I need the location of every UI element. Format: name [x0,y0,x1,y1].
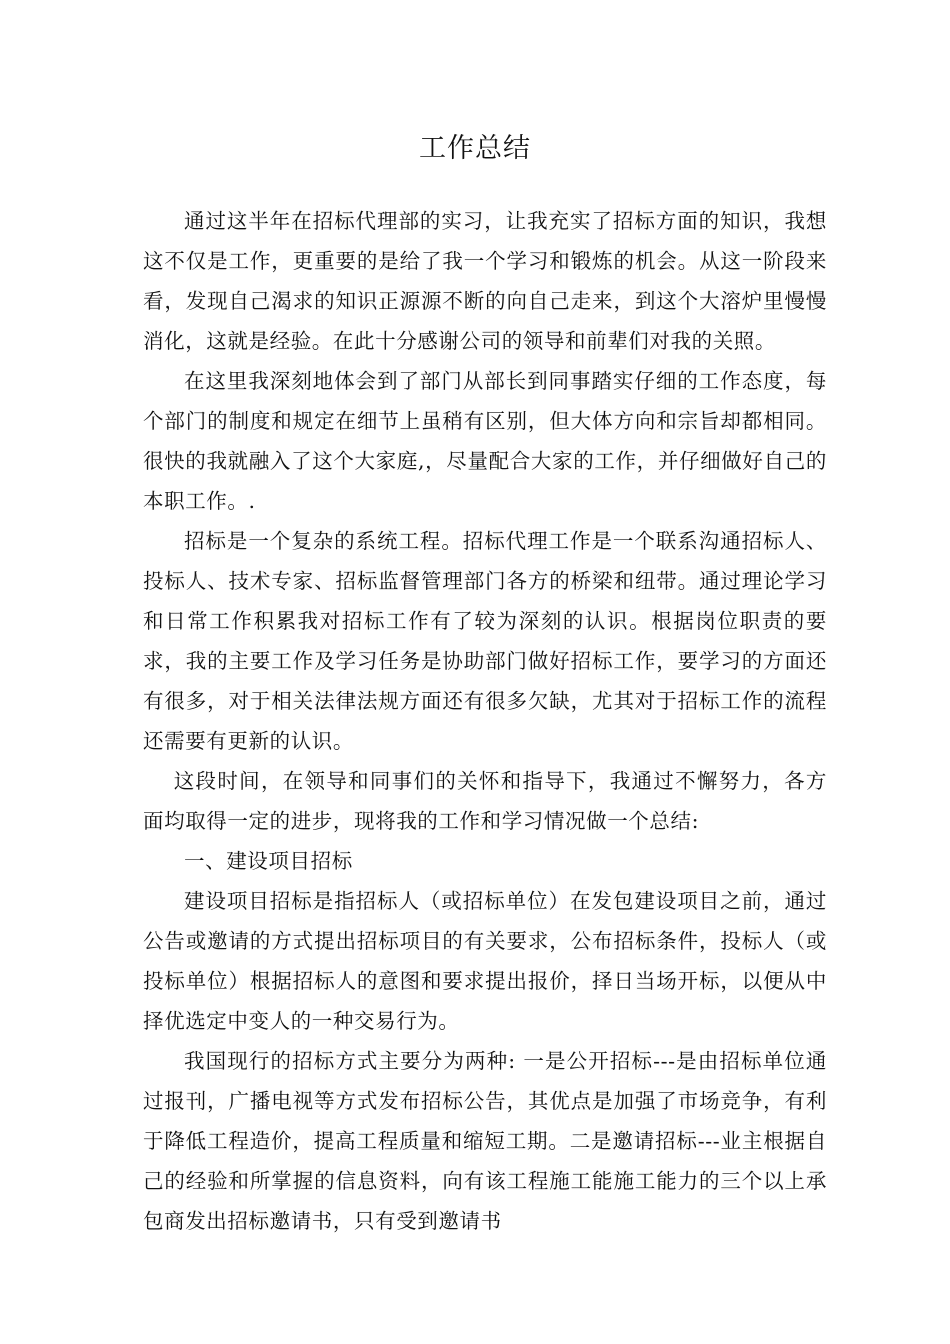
paragraph-bidding-system: 招标是一个复杂的系统工程。招标代理工作是一个联系沟通招标人、投标人、技术专家、招标监督管理部门各方的桥梁和纽带。通过理论学习和日常工作积累我对招标工作有了较为深刻的认识。根据岗位职责的要求，我的主要工作及学习任务是协助部门做好招标工作，要学习的方面还有很多，对于相关法律法规方面还有很多欠缺，尤其对于招标工作的流程还需要有更新的认识。 [143,529,827,753]
paragraph-bidding-definition: 建设项目招标是指招标人（或招标单位）在发包建设项目之前，通过公告或邀请的方式提出招标项目的有关要求，公布招标条件，投标人（或投标单位）根据招标人的意图和要求提出报价，择日当场开标，以便从中择优选定中变人的一种交易行为。 [143,889,827,1033]
section-heading-project-bidding: 一、建设项目招标 [184,849,353,873]
paragraph-summary-intro: 这段时间，在领导和同事们的关怀和指导下，我通过不懈努力，各方面均取得一定的进步，现将我的工作和学习情况做一个总结: [143,769,827,833]
paragraph-bidding-methods: 我国现行的招标方式主要分为两种: 一是公开招标---是由招标单位通过报刊，广播电视等方式发布招标公告，其优点是加强了市场竞争，有利于降低工程造价，提高工程质量和缩短工期。二是邀请招标---业主根据自己的经验和所掌握的信息资料，向有该工程施工能施工能力的三个以上承包商发出招标邀请书，只有受到邀请书 [143,1049,827,1233]
document-title: 工作总结 [419,133,531,164]
document-body [143,201,827,1241]
paragraph-department-attitude: 在这里我深刻地体会到了部门从部长到同事踏实仔细的工作态度，每个部门的制度和规定在细节上虽稍有区别，但大体方向和宗旨却都相同。很快的我就融入了这个大家庭,，尽量配合大家的工作，并仔细做好自己的本职工作。. [143,369,827,513]
paragraph-internship-intro: 通过这半年在招标代理部的实习，让我充实了招标方面的知识，我想这不仅是工作，更重要的是给了我一个学习和锻炼的机会。从这一阶段来看，发现自己渴求的知识正源源不断的向自己走来，到这个大溶炉里慢慢消化，这就是经验。在此十分感谢公司的领导和前辈们对我的关照。 [143,209,827,353]
